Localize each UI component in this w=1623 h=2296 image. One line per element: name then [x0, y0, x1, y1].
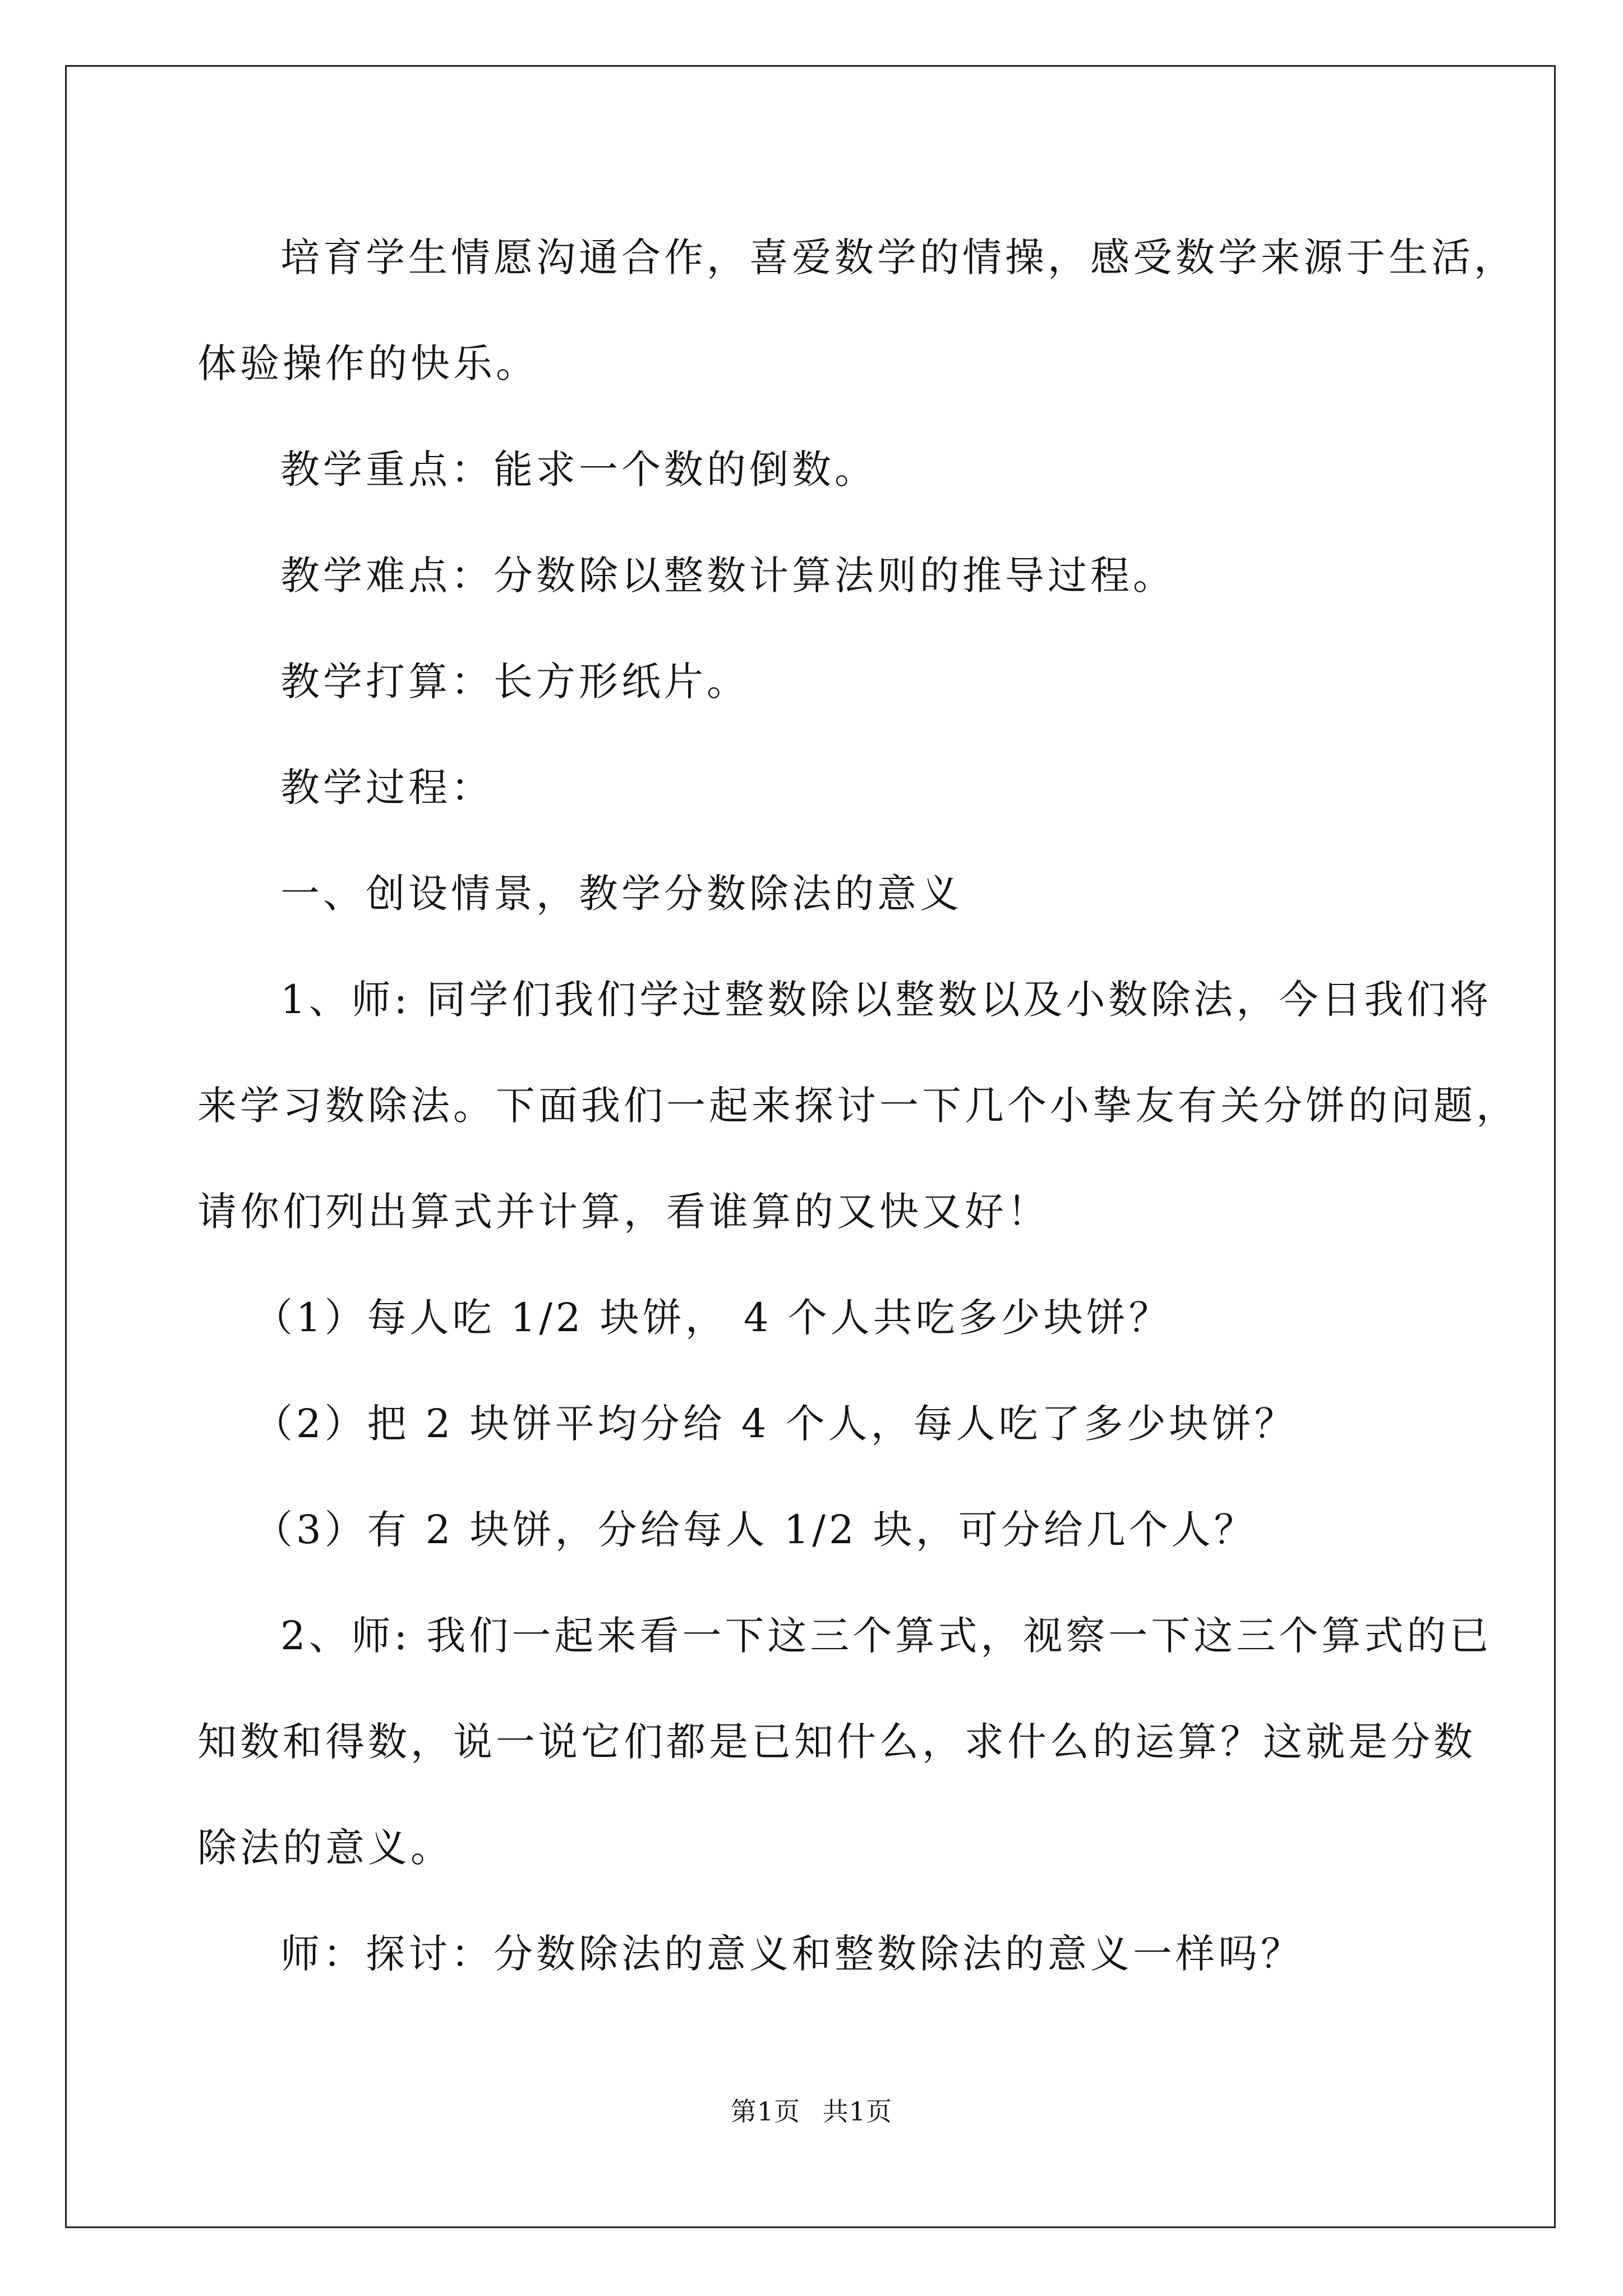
paragraph-line: 教学重点：能求一个数的倒数。 [280, 447, 877, 493]
paragraph-line: 请你们列出算式并计算，看谁算的又快又好！ [197, 1189, 1050, 1235]
page-total: 共1页 [822, 2096, 893, 2127]
paragraph-line: 师：探讨：分数除法的意义和整数除法的意义一样吗？ [280, 1931, 1303, 1977]
paragraph-line: 除法的意义。 [197, 1825, 453, 1871]
paragraph-line: 来学习数除法。下面我们一起来探讨一下几个小挚友有关分饼的问题， [197, 1083, 1519, 1129]
question-item: （1）每人吃 1/2 块饼， 4 个人共吃多少块饼？ [253, 1295, 1172, 1341]
paragraph-line: 教学过程： [280, 765, 494, 811]
paragraph-line: 1、师: 同学们我们学过整数除以整数以及小数除法，今日我们将 [280, 977, 1492, 1023]
paragraph-line: 教学打算：长方形纸片。 [280, 659, 749, 705]
paragraph-line: 2、师: 我们一起来看一下这三个算式，视察一下这三个算式的已 [280, 1613, 1492, 1659]
page-footer [0, 2091, 1623, 2128]
paragraph-line: 知数和得数，说一说它们都是已知什么，求什么的运算？这就是分数 [197, 1719, 1476, 1765]
paragraph-line: 体验操作的快乐。 [197, 341, 538, 386]
document-body [197, 205, 1519, 2007]
section-heading: 一、创设情景，教学分数除法的意义 [280, 871, 962, 917]
paragraph-line: 培育学生情愿沟通合作，喜爱数学的情操，感受数学来源于生活， [280, 234, 1516, 280]
question-item: （2）把 2 块饼平均分给 4 个人，每人吃了多少块饼？ [253, 1401, 1297, 1447]
paragraph-line: 教学难点：分数除以整数计算法则的推导过程。 [280, 553, 1175, 599]
page-number: 第1页 [730, 2096, 801, 2127]
question-item: （3）有 2 块饼，分给每人 1/2 块，可分给几个人？ [253, 1507, 1257, 1553]
